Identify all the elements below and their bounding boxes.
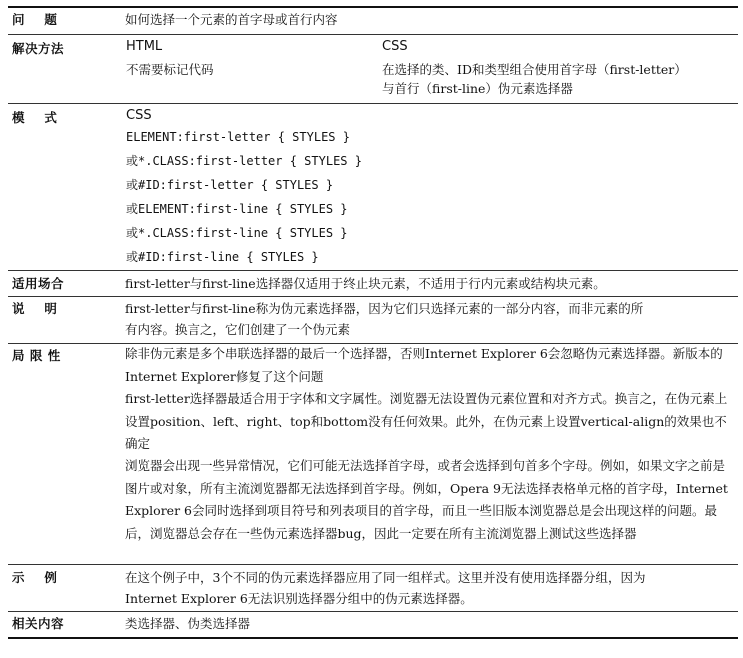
solution-label: 解决方法	[12, 41, 65, 56]
solution-css-header: CSS	[382, 39, 408, 54]
solution-css-line-1: 在选择的类、ID和类型组合使用首字母（first-letter）	[382, 62, 687, 77]
problem-label: 问 题	[12, 12, 58, 27]
problem-text: 如何选择一个元素的首字母或首行内容	[125, 12, 338, 27]
pattern-line: 或*.CLASS:first-letter { STYLES }	[126, 154, 362, 168]
related-label: 相关内容	[12, 616, 65, 631]
row-divider	[8, 611, 738, 612]
explanation-line-2: 有内容。换言之，它们创建了一个伪元素	[125, 322, 351, 337]
row-divider	[8, 564, 738, 565]
pattern-line: 或ELEMENT:first-line { STYLES }	[126, 202, 348, 216]
row-divider	[8, 270, 738, 271]
pattern-line: 或#ID:first-line { STYLES }	[126, 250, 319, 264]
pattern-line: 或*.CLASS:first-line { STYLES }	[126, 226, 348, 240]
solution-html-header: HTML	[126, 39, 163, 54]
row-divider	[8, 296, 738, 297]
example-label: 示 例	[12, 570, 58, 585]
table-top-rule	[8, 6, 738, 8]
related-text: 类选择器、伪类选择器	[125, 616, 251, 631]
limitations-paragraph-3: 浏览器会出现一些异常情况，它们可能无法选择首字母，或者会选择到句首多个字母。例如，如果文字之前是图片或对象，所有主流浏览器都无法选择到首字母。例如，Opera 9无法选择表格单元格的首字母，Internet Explorer 6会同时选择到项目符号和列表项目的首字母，而且一些旧版本浏览器总是会出现这样的问题。最后，浏览器总会存在一些伪元素选择器bug，因此一定要在所有主流浏览器上测试这些选择器	[125, 458, 728, 541]
example-line-2: Internet Explorer 6无法识别选择器分组中的伪元素选择器。	[125, 591, 473, 606]
applicable-text: first-letter与first-line选择器仅适用于终止块元素，不适用于行内元素或结构块元素。	[125, 276, 606, 291]
example-line-1: 在这个例子中，3个不同的伪元素选择器应用了同一组样式。这里并没有使用选择器分组，因为	[125, 570, 646, 585]
pattern-line: 或#ID:first-letter { STYLES }	[126, 178, 334, 192]
solution-html-text: 不需要标记代码	[126, 62, 214, 77]
pattern-line: ELEMENT:first-letter { STYLES }	[126, 130, 350, 144]
explanation-line-1: first-letter与first-line称为伪元素选择器，因为它们只选择元素的一部分内容，而非元素的所	[125, 301, 644, 316]
applicable-label: 适用场合	[12, 276, 65, 291]
pattern-label: 模 式	[12, 110, 58, 125]
table-bottom-rule	[8, 637, 738, 639]
limitations-paragraph-1: 除非伪元素是多个串联选择器的最后一个选择器，否则Internet Explorer 6会忽略伪元素选择器。新版本的Internet Explorer修复了这个问题	[125, 346, 723, 384]
limitations-paragraph-2: first-letter选择器最适合用于字体和文字属性。浏览器无法设置伪元素位置和对齐方式。换言之，在伪元素上设置position、left、right、top和bottom没有任何效果。此外，在伪元素上设置vertical-align的效果也不确定	[125, 391, 728, 451]
solution-css-line-2: 与首行（first-line）伪元素选择器	[382, 81, 573, 96]
limitations-label: 局 限 性	[12, 348, 61, 363]
explanation-label: 说 明	[12, 301, 58, 316]
pattern-css-header: CSS	[126, 108, 152, 123]
row-divider	[8, 34, 738, 35]
row-divider	[8, 103, 738, 104]
